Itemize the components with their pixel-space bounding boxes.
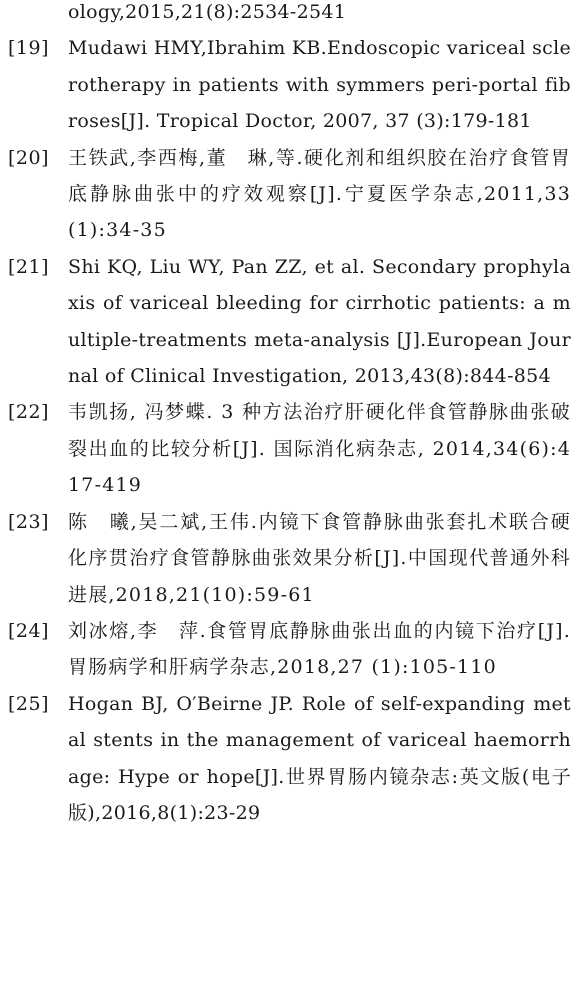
reference-number: [24] <box>8 619 50 642</box>
reference-item-21 <box>8 249 571 395</box>
reference-item-24 <box>8 613 571 686</box>
reference-list <box>8 0 571 831</box>
reference-number: [22] <box>8 401 50 424</box>
reference-text: ology,2015,21(8):2534-2541 <box>68 1 347 23</box>
reference-item-19 <box>8 30 571 139</box>
reference-item-20 <box>8 140 571 249</box>
reference-text: Mudawi HMY,Ibrahim KB.Endoscopic variceal sclerotherapy in patients with symmers peri-portal fibroses[J]. Tropical Doctor, 2007, 37 (3):179-181 <box>68 37 571 133</box>
reference-text: Shi KQ, Liu WY, Pan ZZ, et al. Secondary prophylaxis of variceal bleeding for cirrhotic patients: a multiple-treatments meta-analysis [J].European Journal of Clinical Investigation, 2013,43(8):844-854 <box>68 255 571 388</box>
reference-text: 王铁武,李西梅,董 琳,等.硬化剂和组织胶在治疗食管胃底静脉曲张中的疗效观察[J].宁夏医学杂志,2011,33(1):34-35 <box>68 146 571 242</box>
reference-item-22 <box>8 394 571 503</box>
reference-number: [23] <box>8 510 50 533</box>
reference-text: 陈 曦,吴二斌,王伟.内镜下食管静脉曲张套扎术联合硬化序贯治疗食管静脉曲张效果分析[J].中国现代普通外科进展,2018,21(10):59-61 <box>68 510 571 606</box>
reference-number: [25] <box>8 692 50 715</box>
reference-text: 刘冰熔,李 萍.食管胃底静脉曲张出血的内镜下治疗[J].胃肠病学和肝病学杂志,2018,27 (1):105-110 <box>68 619 571 679</box>
reference-item-25 <box>8 686 571 832</box>
reference-item-continuation <box>8 0 571 30</box>
reference-number: [20] <box>8 146 50 169</box>
reference-number: [21] <box>8 255 50 278</box>
reference-item-23 <box>8 504 571 613</box>
reference-text: Hogan BJ, O′Beirne JP. Role of self-expanding metal stents in the management of variceal haemorrhage: Hype or hope[J].世界胃肠内镜杂志:英文版(电子版),2016,8(1):23-29 <box>68 692 571 824</box>
reference-text: 韦凯扬, 冯梦蝶. 3 种方法治疗肝硬化伴食管静脉曲张破裂出血的比较分析[J]. 国际消化病杂志, 2014,34(6):417-419 <box>68 401 571 497</box>
reference-number: [19] <box>8 37 50 60</box>
